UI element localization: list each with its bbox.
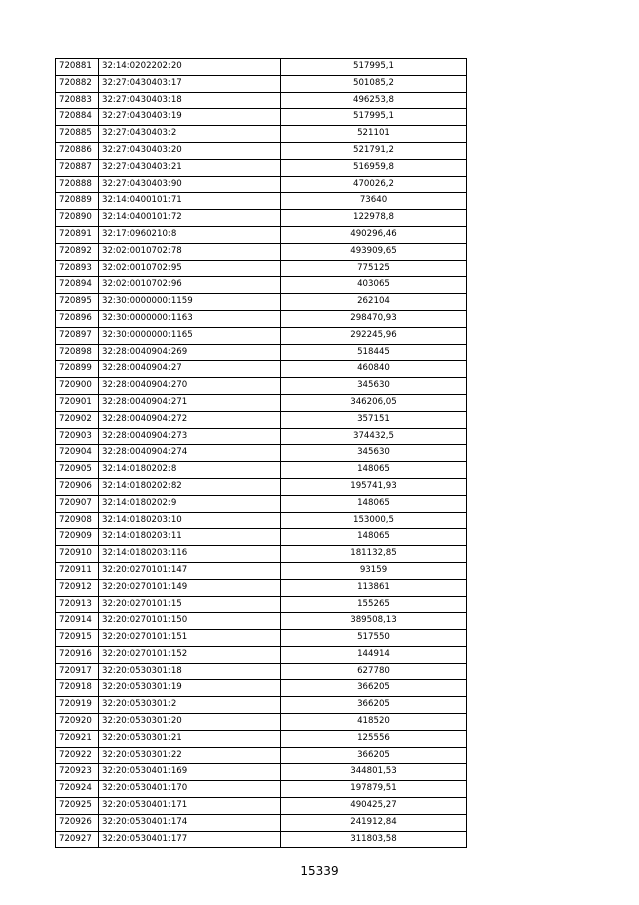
value-cell: 517995,1 <box>281 109 467 126</box>
cadastral-number-cell: 32:30:0000000:1159 <box>99 294 281 311</box>
value-cell: 73640 <box>281 193 467 210</box>
row-id-cell: 720897 <box>56 327 99 344</box>
cadastral-number-cell: 32:14:0180202:9 <box>99 495 281 512</box>
row-id-cell: 720884 <box>56 109 99 126</box>
table-row <box>56 226 467 243</box>
value-cell: 344801,53 <box>281 764 467 781</box>
cadastral-number-cell: 32:02:0010702:78 <box>99 243 281 260</box>
row-id-cell: 720899 <box>56 361 99 378</box>
cadastral-number-cell: 32:27:0430403:18 <box>99 92 281 109</box>
cadastral-number-cell: 32:14:0180203:10 <box>99 512 281 529</box>
row-id-cell: 720910 <box>56 546 99 563</box>
table-row <box>56 714 467 731</box>
table-row <box>56 546 467 563</box>
row-id-cell: 720883 <box>56 92 99 109</box>
value-cell: 521101 <box>281 126 467 143</box>
row-id-cell: 720896 <box>56 310 99 327</box>
table-row <box>56 630 467 647</box>
table-row <box>56 512 467 529</box>
row-id-cell: 720898 <box>56 344 99 361</box>
cadastral-number-cell: 32:30:0000000:1165 <box>99 327 281 344</box>
value-cell: 470026,2 <box>281 176 467 193</box>
value-cell: 298470,93 <box>281 310 467 327</box>
table-row <box>56 562 467 579</box>
value-cell: 490296,46 <box>281 226 467 243</box>
value-cell: 144914 <box>281 646 467 663</box>
value-cell: 262104 <box>281 294 467 311</box>
row-id-cell: 720901 <box>56 394 99 411</box>
cadastral-number-cell: 32:14:0180203:116 <box>99 546 281 563</box>
cadastral-number-cell: 32:20:0530301:18 <box>99 663 281 680</box>
value-cell: 122978,8 <box>281 210 467 227</box>
table-row <box>56 243 467 260</box>
table-row <box>56 109 467 126</box>
value-cell: 153000,5 <box>281 512 467 529</box>
table-row <box>56 344 467 361</box>
cadastral-number-cell: 32:28:0040904:272 <box>99 411 281 428</box>
row-id-cell: 720885 <box>56 126 99 143</box>
value-cell: 518445 <box>281 344 467 361</box>
table-row <box>56 210 467 227</box>
row-id-cell: 720904 <box>56 445 99 462</box>
cadastral-number-cell: 32:20:0530401:177 <box>99 831 281 848</box>
row-id-cell: 720927 <box>56 831 99 848</box>
row-id-cell: 720914 <box>56 613 99 630</box>
value-cell: 374432,5 <box>281 428 467 445</box>
table-row <box>56 445 467 462</box>
row-id-cell: 720894 <box>56 277 99 294</box>
cadastral-number-cell: 32:20:0270101:151 <box>99 630 281 647</box>
table-row <box>56 159 467 176</box>
table-row <box>56 646 467 663</box>
cadastral-number-cell: 32:20:0270101:150 <box>99 613 281 630</box>
row-id-cell: 720912 <box>56 579 99 596</box>
table-row <box>56 142 467 159</box>
value-cell: 366205 <box>281 697 467 714</box>
cadastral-number-cell: 32:28:0040904:271 <box>99 394 281 411</box>
table-row <box>56 462 467 479</box>
cadastral-number-cell: 32:27:0430403:19 <box>99 109 281 126</box>
cadastral-number-cell: 32:20:0270101:149 <box>99 579 281 596</box>
row-id-cell: 720888 <box>56 176 99 193</box>
table-row <box>56 176 467 193</box>
value-cell: 195741,93 <box>281 478 467 495</box>
value-cell: 241912,84 <box>281 814 467 831</box>
row-id-cell: 720903 <box>56 428 99 445</box>
table-row <box>56 126 467 143</box>
cadastral-number-cell: 32:20:0530301:21 <box>99 730 281 747</box>
row-id-cell: 720920 <box>56 714 99 731</box>
row-id-cell: 720891 <box>56 226 99 243</box>
table-row <box>56 75 467 92</box>
table-row <box>56 193 467 210</box>
value-cell: 627780 <box>281 663 467 680</box>
table-row <box>56 529 467 546</box>
table-row <box>56 411 467 428</box>
row-id-cell: 720902 <box>56 411 99 428</box>
table-row <box>56 747 467 764</box>
table-row <box>56 680 467 697</box>
table-row <box>56 277 467 294</box>
cadastral-number-cell: 32:27:0430403:90 <box>99 176 281 193</box>
cadastral-number-cell: 32:28:0040904:27 <box>99 361 281 378</box>
value-cell: 496253,8 <box>281 92 467 109</box>
table-row <box>56 495 467 512</box>
cadastral-number-cell: 32:20:0530301:2 <box>99 697 281 714</box>
table-row <box>56 428 467 445</box>
value-cell: 113861 <box>281 579 467 596</box>
value-cell: 366205 <box>281 680 467 697</box>
value-cell: 125556 <box>281 730 467 747</box>
row-id-cell: 720916 <box>56 646 99 663</box>
table-row <box>56 831 467 848</box>
row-id-cell: 720919 <box>56 697 99 714</box>
value-cell: 517995,1 <box>281 59 467 76</box>
row-id-cell: 720905 <box>56 462 99 479</box>
cadastral-number-cell: 32:20:0530401:169 <box>99 764 281 781</box>
table-row <box>56 361 467 378</box>
value-cell: 346206,05 <box>281 394 467 411</box>
value-cell: 345630 <box>281 378 467 395</box>
cadastral-number-cell: 32:27:0430403:2 <box>99 126 281 143</box>
table-row <box>56 798 467 815</box>
table-row <box>56 378 467 395</box>
row-id-cell: 720925 <box>56 798 99 815</box>
value-cell: 775125 <box>281 260 467 277</box>
row-id-cell: 720921 <box>56 730 99 747</box>
table-row <box>56 596 467 613</box>
row-id-cell: 720889 <box>56 193 99 210</box>
cadastral-number-cell: 32:20:0270101:147 <box>99 562 281 579</box>
cadastral-number-cell: 32:02:0010702:95 <box>99 260 281 277</box>
cadastral-number-cell: 32:17:0960210:8 <box>99 226 281 243</box>
value-cell: 93159 <box>281 562 467 579</box>
row-id-cell: 720893 <box>56 260 99 277</box>
cadastral-number-cell: 32:14:0180202:8 <box>99 462 281 479</box>
value-cell: 517550 <box>281 630 467 647</box>
cadastral-number-cell: 32:20:0270101:152 <box>99 646 281 663</box>
row-id-cell: 720890 <box>56 210 99 227</box>
value-cell: 490425,27 <box>281 798 467 815</box>
cadastral-number-cell: 32:20:0530301:20 <box>99 714 281 731</box>
table-row <box>56 697 467 714</box>
value-cell: 403065 <box>281 277 467 294</box>
row-id-cell: 720892 <box>56 243 99 260</box>
row-id-cell: 720886 <box>56 142 99 159</box>
cadastral-number-cell: 32:14:0202202:20 <box>99 59 281 76</box>
cadastral-number-cell: 32:20:0530301:19 <box>99 680 281 697</box>
row-id-cell: 720895 <box>56 294 99 311</box>
table-row <box>56 613 467 630</box>
row-id-cell: 720926 <box>56 814 99 831</box>
row-id-cell: 720887 <box>56 159 99 176</box>
value-cell: 418520 <box>281 714 467 731</box>
page-number: 15339 <box>300 864 339 878</box>
cadastral-number-cell: 32:30:0000000:1163 <box>99 310 281 327</box>
cadastral-number-cell: 32:14:0400101:71 <box>99 193 281 210</box>
row-id-cell: 720882 <box>56 75 99 92</box>
table-row <box>56 663 467 680</box>
cadastral-number-cell: 32:14:0180202:82 <box>99 478 281 495</box>
table-row <box>56 781 467 798</box>
table-row <box>56 764 467 781</box>
value-cell: 366205 <box>281 747 467 764</box>
cadastral-number-cell: 32:20:0530401:170 <box>99 781 281 798</box>
table-row <box>56 730 467 747</box>
row-id-cell: 720917 <box>56 663 99 680</box>
value-cell: 148065 <box>281 462 467 479</box>
table-row <box>56 294 467 311</box>
row-id-cell: 720913 <box>56 596 99 613</box>
value-cell: 148065 <box>281 529 467 546</box>
cadastral-number-cell: 32:28:0040904:269 <box>99 344 281 361</box>
value-cell: 389508,13 <box>281 613 467 630</box>
row-id-cell: 720906 <box>56 478 99 495</box>
row-id-cell: 720907 <box>56 495 99 512</box>
value-cell: 181132,85 <box>281 546 467 563</box>
cadastral-number-cell: 32:28:0040904:274 <box>99 445 281 462</box>
cadastral-number-cell: 32:14:0180203:11 <box>99 529 281 546</box>
value-cell: 311803,58 <box>281 831 467 848</box>
row-id-cell: 720915 <box>56 630 99 647</box>
row-id-cell: 720918 <box>56 680 99 697</box>
cadastral-number-cell: 32:28:0040904:273 <box>99 428 281 445</box>
table-row <box>56 327 467 344</box>
value-cell: 292245,96 <box>281 327 467 344</box>
value-cell: 460840 <box>281 361 467 378</box>
value-cell: 155265 <box>281 596 467 613</box>
row-id-cell: 720908 <box>56 512 99 529</box>
table-row <box>56 478 467 495</box>
value-cell: 501085,2 <box>281 75 467 92</box>
cadastral-number-cell: 32:20:0530401:174 <box>99 814 281 831</box>
value-cell: 197879,51 <box>281 781 467 798</box>
row-id-cell: 720909 <box>56 529 99 546</box>
cadastral-number-cell: 32:27:0430403:20 <box>99 142 281 159</box>
table-row <box>56 92 467 109</box>
cadastral-number-cell: 32:14:0400101:72 <box>99 210 281 227</box>
table-row <box>56 394 467 411</box>
table-body <box>56 59 467 848</box>
cadastral-number-cell: 32:20:0530401:171 <box>99 798 281 815</box>
value-cell: 521791,2 <box>281 142 467 159</box>
table-row <box>56 59 467 76</box>
row-id-cell: 720924 <box>56 781 99 798</box>
value-cell: 345630 <box>281 445 467 462</box>
value-cell: 516959,8 <box>281 159 467 176</box>
row-id-cell: 720911 <box>56 562 99 579</box>
row-id-cell: 720923 <box>56 764 99 781</box>
row-id-cell: 720881 <box>56 59 99 76</box>
value-cell: 148065 <box>281 495 467 512</box>
table-row <box>56 579 467 596</box>
table-row <box>56 814 467 831</box>
value-cell: 357151 <box>281 411 467 428</box>
cadastral-value-table <box>55 58 467 848</box>
row-id-cell: 720900 <box>56 378 99 395</box>
table-row <box>56 260 467 277</box>
cadastral-number-cell: 32:27:0430403:21 <box>99 159 281 176</box>
cadastral-number-cell: 32:20:0530301:22 <box>99 747 281 764</box>
cadastral-number-cell: 32:20:0270101:15 <box>99 596 281 613</box>
value-cell: 493909,65 <box>281 243 467 260</box>
cadastral-number-cell: 32:28:0040904:270 <box>99 378 281 395</box>
row-id-cell: 720922 <box>56 747 99 764</box>
table-row <box>56 310 467 327</box>
cadastral-number-cell: 32:02:0010702:96 <box>99 277 281 294</box>
cadastral-number-cell: 32:27:0430403:17 <box>99 75 281 92</box>
